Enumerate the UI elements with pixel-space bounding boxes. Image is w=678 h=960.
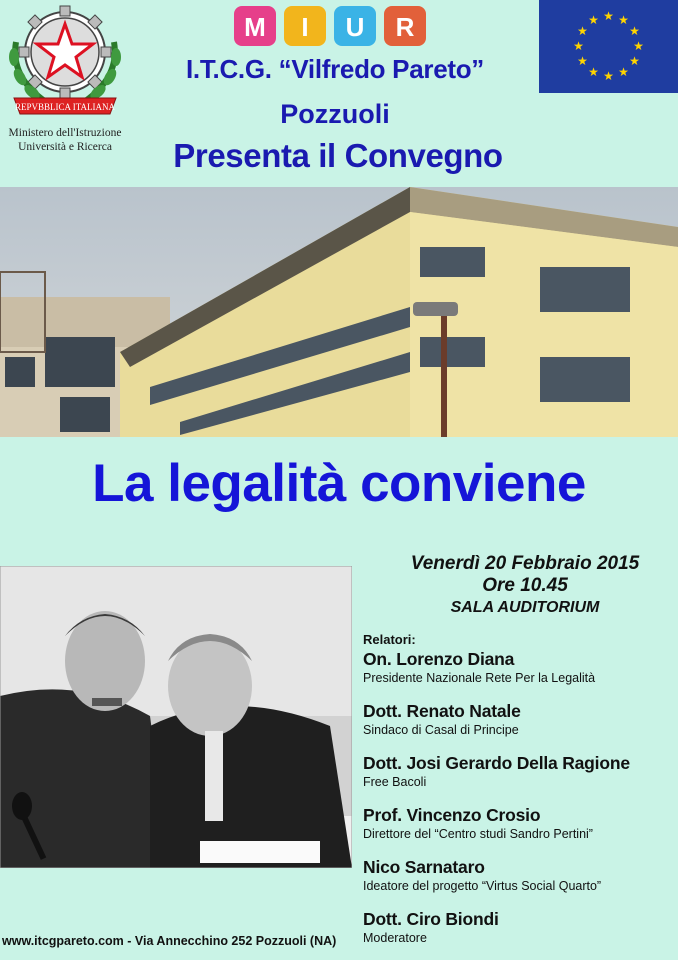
speaker-role: Direttore del “Centro studi Sandro Pertini” [363,827,593,841]
eu-star-icon: ★ [629,54,640,68]
eu-star-icon: ★ [629,24,640,38]
school-building-photo [0,187,678,437]
eu-flag [539,0,678,93]
speaker-name: Dott. Ciro Biondi [363,909,499,929]
miur-letter-u: U [345,12,365,42]
school-name: I.T.C.G. “Vilfredo Pareto” [185,54,484,84]
speakers-list [363,632,673,960]
italian-republic-emblem [6,2,124,122]
ministry-line-1: Ministero dell'Istruzione [8,127,122,139]
event-place: SALA AUDITORIUM [450,599,600,616]
presents-conference: Presenta il Convegno [173,137,503,174]
conference-title: La legalità conviene [92,454,586,513]
speaker-role: Sindaco di Casal di Principe [363,723,519,737]
speaker-name: Dott. Josi Gerardo Della Ragione [363,753,630,773]
footer-website-address[interactable]: www.itcgpareto.com - Via Annecchino 252 Pozzuoli (NA) [2,934,337,948]
speaker-role: Ideatore del progetto “Virtus Social Quarto” [363,879,602,893]
speaker-name: Nico Sarnataro [363,857,485,877]
eu-star-icon: ★ [603,69,614,83]
speakers-heading: Relatori: [363,632,416,647]
miur-letter-r: R [395,12,415,42]
speaker-name: Dott. Renato Natale [363,701,521,721]
miur-letter-i: I [301,12,309,42]
speaker-role: Free Bacoli [363,775,427,789]
eu-star-icon: ★ [573,39,584,53]
eu-star-icon: ★ [588,13,599,27]
eu-star-icon: ★ [618,13,629,27]
eu-star-icon: ★ [577,24,588,38]
speaker-role: Presidente Nazionale Rete Per la Legalità [363,671,596,685]
speaker-name: On. Lorenzo Diana [363,649,515,669]
miur-logo [232,4,432,48]
event-date: Venerdì 20 Febbraio 2015 [410,553,640,574]
historical-bw-photo [0,566,352,868]
miur-letter-m: M [244,12,266,42]
event-time: Ore 10.45 [482,575,568,596]
eu-star-icon: ★ [633,39,644,53]
school-city: Pozzuoli [280,99,390,129]
eu-star-icon: ★ [618,65,629,79]
ministry-name [0,126,130,154]
eu-star-icon: ★ [577,54,588,68]
eu-star-icon: ★ [603,9,614,23]
speaker-name: Prof. Vincenzo Crosio [363,805,541,825]
ministry-line-2: Università e Ricerca [18,141,112,153]
speaker-role: Moderatore [363,931,427,945]
emblem-ribbon-text: REPVBBLICA ITALIANA [14,102,116,112]
eu-star-icon: ★ [588,65,599,79]
